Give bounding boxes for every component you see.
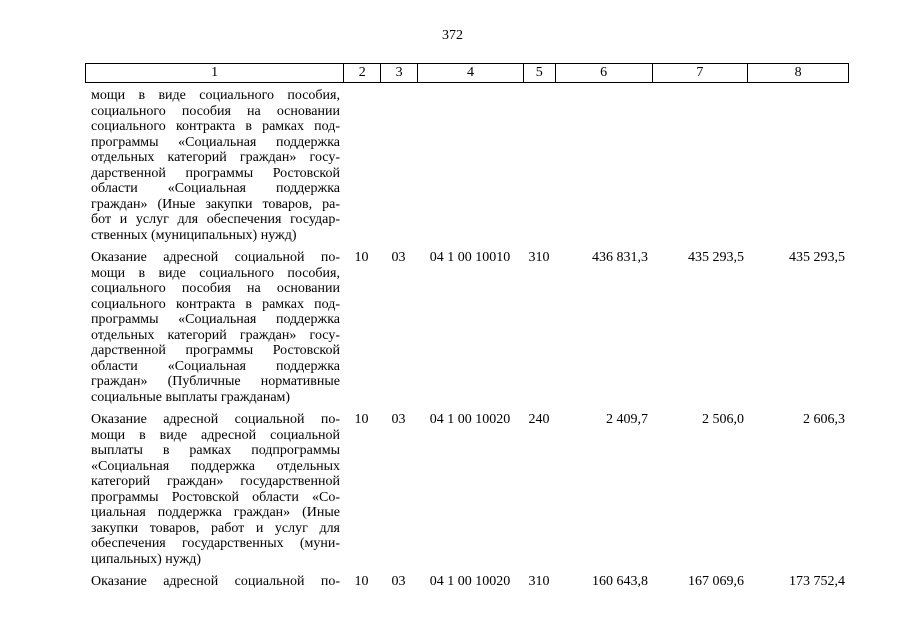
description-line: категорий граждан» государственной <box>91 474 340 489</box>
subsection-code <box>380 88 417 250</box>
expense-type-code: 310 <box>528 574 550 589</box>
column-header: 7 <box>652 64 748 82</box>
description-line: бот и услуг для обеспечения государ- <box>91 212 340 227</box>
amount-year-1 <box>555 88 652 250</box>
row-description <box>85 412 343 574</box>
amount-year-1: 2 409,7 <box>606 412 648 427</box>
description-line: отдельных категорий граждан» госу- <box>91 327 340 343</box>
amount-year-3: 173 752,4 <box>789 574 845 589</box>
description-line: социального пособия на основании <box>91 281 340 296</box>
row-description <box>85 574 343 594</box>
description-line: дарственной программы Ростовской <box>91 165 340 181</box>
description-line: отдельных категорий граждан» госу- <box>91 150 340 165</box>
description-line: обеспечения государственных (муни- <box>91 536 340 551</box>
amount-year-2: 2 506,0 <box>702 412 744 427</box>
expense-type-code: 240 <box>528 412 550 427</box>
description-line: закупки товаров, работ и услуг для <box>91 520 340 536</box>
description-line: «Социальная поддержка отдельных <box>91 458 340 474</box>
target-article-code: 04 1 00 10020 <box>429 412 511 427</box>
description-line: области «Социальная поддержка <box>91 181 340 196</box>
column-header: 1 <box>211 65 219 80</box>
amount-year-2 <box>652 88 748 250</box>
expense-type-code: 310 <box>528 250 550 265</box>
subsection-code: 03 <box>391 250 406 265</box>
amount-year-3: 2 606,3 <box>803 412 845 427</box>
column-header: 3 <box>380 64 417 82</box>
table-row <box>85 250 849 412</box>
column-header: 4 <box>417 64 523 82</box>
section-code: 10 <box>354 250 369 265</box>
description-line: выплаты в рамках подпрограммы <box>91 443 340 458</box>
description-line: ственных (муниципальных) нужд) <box>91 227 297 243</box>
description-line: Оказание адресной социальной по- <box>91 412 340 427</box>
description-line: мощи в виде социального пособия, <box>91 88 340 103</box>
column-header: 5 <box>523 64 555 82</box>
description-line: дарственной программы Ростовской <box>91 343 340 358</box>
description-line: ципальных) нужд) <box>91 551 202 567</box>
description-line: социального пособия на основании <box>91 103 340 119</box>
description-line: программы «Социальная поддержка <box>91 134 340 150</box>
section-code <box>343 88 380 250</box>
description-line: социального контракта в рамках под- <box>91 119 340 134</box>
table-header <box>85 63 849 83</box>
row-description <box>85 250 343 412</box>
target-article-code: 04 1 00 10010 <box>429 250 511 265</box>
description-line: Оказание адресной социальной по- <box>91 574 340 589</box>
amount-year-3 <box>748 88 849 250</box>
description-line: программы «Социальная поддержка <box>91 312 340 327</box>
column-header: 8 <box>747 64 848 82</box>
section-code: 10 <box>354 574 369 589</box>
description-line: граждан» (Иные закупки товаров, ра- <box>91 196 340 212</box>
amount-year-1: 160 643,8 <box>592 574 648 589</box>
description-line: программы Ростовской области «Со- <box>91 489 340 505</box>
amount-year-2: 435 293,5 <box>688 250 744 265</box>
target-article-code: 04 1 00 10020 <box>429 574 511 589</box>
description-line: граждан» (Публичные нормативные <box>91 374 340 389</box>
amount-year-3: 435 293,5 <box>789 250 845 265</box>
amount-year-1: 436 831,3 <box>592 250 648 265</box>
description-line: социального контракта в рамках под- <box>91 296 340 312</box>
description-line: социальные выплаты гражданам) <box>91 389 291 405</box>
expense-type-code <box>523 88 555 250</box>
column-header: 6 <box>555 64 652 82</box>
column-header: 2 <box>343 64 380 82</box>
table-row <box>85 412 849 574</box>
description-line: мощи в виде социального пособия, <box>91 265 340 281</box>
description-line: циальная поддержка граждан» (Иные <box>91 505 340 520</box>
section-code: 10 <box>354 412 369 427</box>
page-number: 372 <box>442 28 463 43</box>
subsection-code: 03 <box>391 412 406 427</box>
amount-year-2: 167 069,6 <box>688 574 744 589</box>
target-article-code <box>417 88 523 250</box>
table-row <box>85 574 849 594</box>
table-body <box>85 88 849 594</box>
description-line: Оказание адресной социальной по- <box>91 250 340 265</box>
row-description <box>85 88 343 250</box>
description-line: области «Социальная поддержка <box>91 358 340 374</box>
subsection-code: 03 <box>391 574 406 589</box>
description-line: мощи в виде адресной социальной <box>91 427 340 443</box>
table-row <box>85 88 849 250</box>
